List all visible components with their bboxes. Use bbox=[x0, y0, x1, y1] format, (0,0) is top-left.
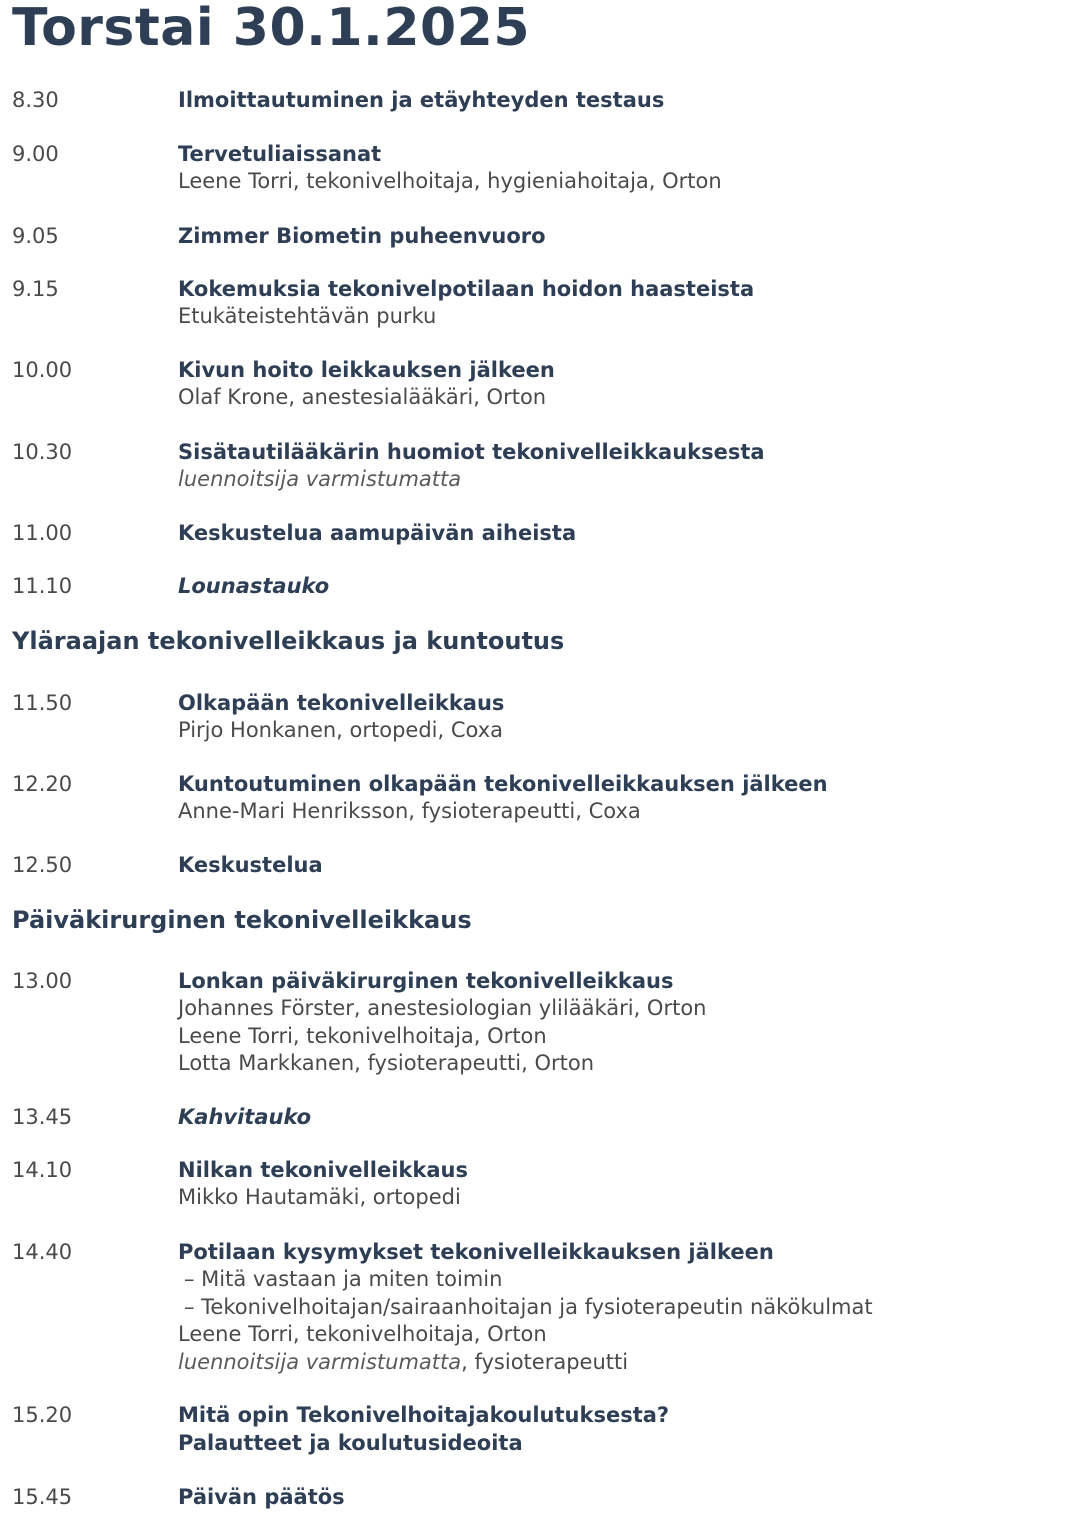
agenda-title: Lounastauko bbox=[178, 574, 330, 598]
agenda-title: Ilmoittautuminen ja etäyhteyden testaus bbox=[178, 88, 665, 112]
agenda-point: – Mitä vastaan ja miten toimin bbox=[184, 1267, 503, 1291]
agenda-title: Palautteet ja koulutusideoita bbox=[178, 1431, 523, 1455]
agenda-time: 10.30 bbox=[12, 440, 73, 464]
agenda-time: 12.20 bbox=[12, 772, 73, 796]
agenda-speaker: Pirjo Honkanen, ortopedi, Coxa bbox=[178, 718, 504, 742]
agenda-title: Keskustelua bbox=[178, 853, 323, 877]
agenda-speaker: Leene Torri, tekonivelhoitaja, Orton bbox=[178, 1023, 547, 1048]
agenda-speaker: Etukäteistehtävän purku bbox=[178, 304, 437, 328]
agenda-time: 12.50 bbox=[12, 853, 73, 877]
agenda-title: Päivän päätös bbox=[178, 1485, 345, 1509]
agenda-title: Mitä opin Tekonivelhoitajakoulutuksesta? bbox=[178, 1403, 670, 1427]
agenda-time: 15.45 bbox=[12, 1485, 73, 1509]
agenda-speaker: Johannes Förster, anestesiologian ylilääkäri, Orton bbox=[178, 996, 707, 1020]
agenda-time: 9.15 bbox=[12, 277, 59, 301]
agenda-time: 9.00 bbox=[12, 142, 59, 166]
agenda-time: 11.50 bbox=[12, 691, 73, 715]
speaker-pending: luennoitsija varmistumatta bbox=[178, 1349, 462, 1374]
agenda-title: Nilkan tekonivelleikkaus bbox=[178, 1158, 468, 1182]
agenda-title: Kahvitauko bbox=[178, 1105, 312, 1129]
agenda-speaker: Lotta Markkanen, fysioterapeutti, Orton bbox=[178, 1051, 595, 1075]
section-heading: Yläraajan tekonivelleikkaus ja kuntoutus bbox=[12, 627, 565, 655]
section-heading: Päiväkirurginen tekonivelleikkaus bbox=[12, 906, 472, 934]
agenda-title: Lonkan päiväkirurginen tekonivelleikkaus bbox=[178, 969, 674, 993]
agenda-speaker: Anne-Mari Henriksson, fysioterapeutti, Coxa bbox=[178, 799, 641, 823]
agenda-point: – Tekonivelhoitajan/sairaanhoitajan ja fysioterapeutin näkökulmat bbox=[184, 1294, 873, 1319]
agenda-title: Kuntoutuminen olkapään tekonivelleikkauksen jälkeen bbox=[178, 772, 828, 796]
agenda-speaker: luennoitsija varmistumatta bbox=[178, 467, 462, 491]
agenda-speaker: Mikko Hautamäki, ortopedi bbox=[178, 1185, 461, 1209]
agenda-title: Kivun hoito leikkauksen jälkeen bbox=[178, 358, 555, 382]
agenda-time: 11.00 bbox=[12, 521, 73, 545]
agenda-title: Kokemuksia tekonivelpotilaan hoidon haasteista bbox=[178, 277, 755, 301]
agenda-title: Olkapään tekonivelleikkaus bbox=[178, 691, 505, 715]
agenda-title: Zimmer Biometin puheenvuoro bbox=[178, 224, 546, 248]
agenda-time: 8.30 bbox=[12, 88, 59, 112]
agenda-speaker: Leene Torri, tekonivelhoitaja, Orton bbox=[178, 1322, 547, 1346]
agenda-speaker bbox=[178, 1349, 1068, 1377]
agenda-title: Sisätautilääkärin huomiot tekonivelleikkauksesta bbox=[178, 440, 765, 464]
agenda-time: 14.40 bbox=[12, 1240, 73, 1264]
agenda-time: 13.45 bbox=[12, 1105, 73, 1129]
agenda-time: 14.10 bbox=[12, 1158, 73, 1182]
agenda-speaker: Olaf Krone, anestesialääkäri, Orton bbox=[178, 385, 547, 409]
agenda-speaker: Leene Torri, tekonivelhoitaja, hygieniahoitaja, Orton bbox=[178, 169, 722, 193]
agenda-time: 11.10 bbox=[12, 574, 73, 598]
agenda-time: 10.00 bbox=[12, 358, 73, 382]
page-title: Torstai 30.1.2025 bbox=[12, 0, 531, 58]
agenda-time: 13.00 bbox=[12, 969, 73, 993]
agenda-title: Potilaan kysymykset tekonivelleikkauksen jälkeen bbox=[178, 1240, 774, 1264]
speaker-role: , fysioterapeutti bbox=[461, 1349, 629, 1374]
agenda-title: Keskustelua aamupäivän aiheista bbox=[178, 521, 577, 545]
agenda-time: 9.05 bbox=[12, 224, 59, 248]
agenda-title: Tervetuliaissanat bbox=[178, 142, 382, 166]
agenda-time: 15.20 bbox=[12, 1403, 73, 1427]
